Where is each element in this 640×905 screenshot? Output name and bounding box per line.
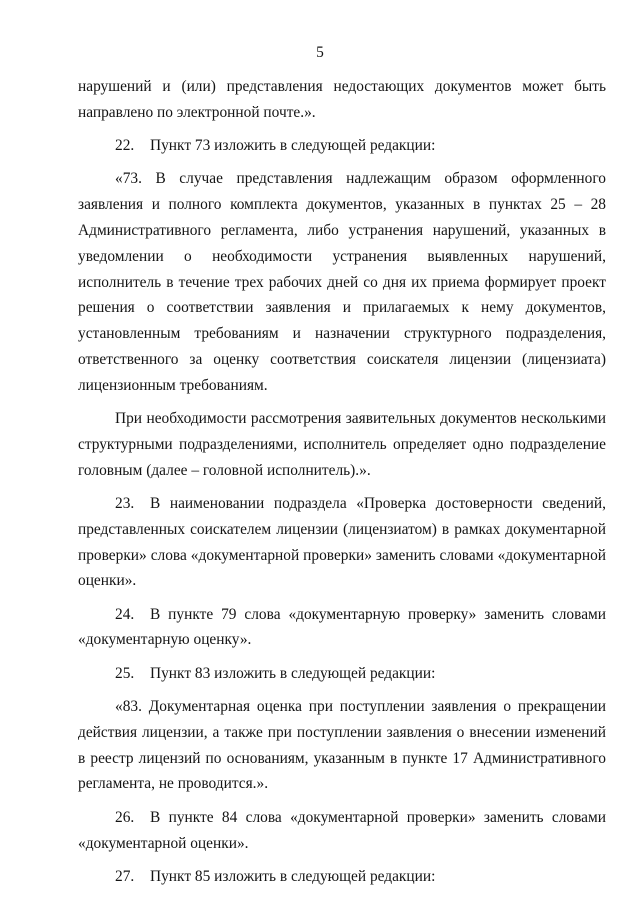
paragraph-text: Пункт 73 изложить в следующей редакции:	[150, 137, 436, 155]
paragraph-item-23	[78, 491, 606, 594]
paragraph-item-25	[78, 661, 606, 687]
paragraph-text: В пункте 84 слова «документарной проверки» заменить словами «документарной оценки».	[78, 808, 606, 852]
item-number: 23.	[115, 494, 135, 512]
paragraph-text: Пункт 83 изложить в следующей редакции:	[150, 664, 436, 682]
paragraph-quote-73-continued	[78, 406, 606, 483]
paragraph-item-27	[78, 864, 606, 890]
paragraph-item-22	[78, 133, 606, 159]
item-number: 22.	[115, 137, 135, 155]
paragraph-quote-73	[78, 166, 606, 398]
paragraph-text: При необходимости рассмотрения заявительных документов несколькими структурными подразделениями, исполнитель определяет одно подразделение головным (далее – головной исполнитель).».	[78, 410, 606, 479]
paragraph-item-26	[78, 805, 606, 857]
paragraph-text: Пункт 85 изложить в следующей редакции:	[150, 867, 436, 885]
paragraph-text: нарушений и (или) представления недостающих документов может быть направлено по электронной почте.».	[78, 78, 606, 121]
paragraph-item-24	[78, 602, 606, 654]
paragraph-quote-83	[78, 694, 606, 797]
item-number: 27.	[115, 867, 135, 885]
item-number: 24.	[115, 605, 135, 623]
paragraph-text: «73. В случае представления надлежащим образом оформленного заявления и полного комплекта документов, указанных в пунктах 25 – 28 Административного регламента, либо устранения нарушений, указанных в уведомлении о необходимости устранения выявленных нарушений, исполнитель в течение трех рабочих дней со дня их приема формирует проект решения о соответствии заявления и прилагаемых к нему документов, установленным требованиям и назначении структурного подразделения, ответственного за оценку соответствия соискателя лицензии (лицензиата) лицензионным требованиям.	[78, 170, 606, 394]
paragraph-continuation	[78, 74, 606, 126]
page-number: 5	[316, 44, 324, 61]
document-body	[78, 74, 606, 897]
paragraph-text: В наименовании подраздела «Проверка достоверности сведений, представленных соискателем лицензии (лицензиатом) в рамках документарной проверки» слова «документарной проверки» заменить словами «документарной оценки».	[78, 494, 606, 590]
item-number: 25.	[115, 664, 135, 682]
paragraph-text: «83. Документарная оценка при поступлении заявления о прекращении действия лицензии, а также при поступлении заявления о внесении изменений в реестр лицензий по основаниям, указанным в пункте 17 Административного регламента, не проводится.».	[78, 698, 606, 793]
paragraph-text: В пункте 79 слова «документарную проверку» заменить словами «документарную оценку».	[78, 605, 606, 649]
item-number: 26.	[115, 808, 135, 826]
